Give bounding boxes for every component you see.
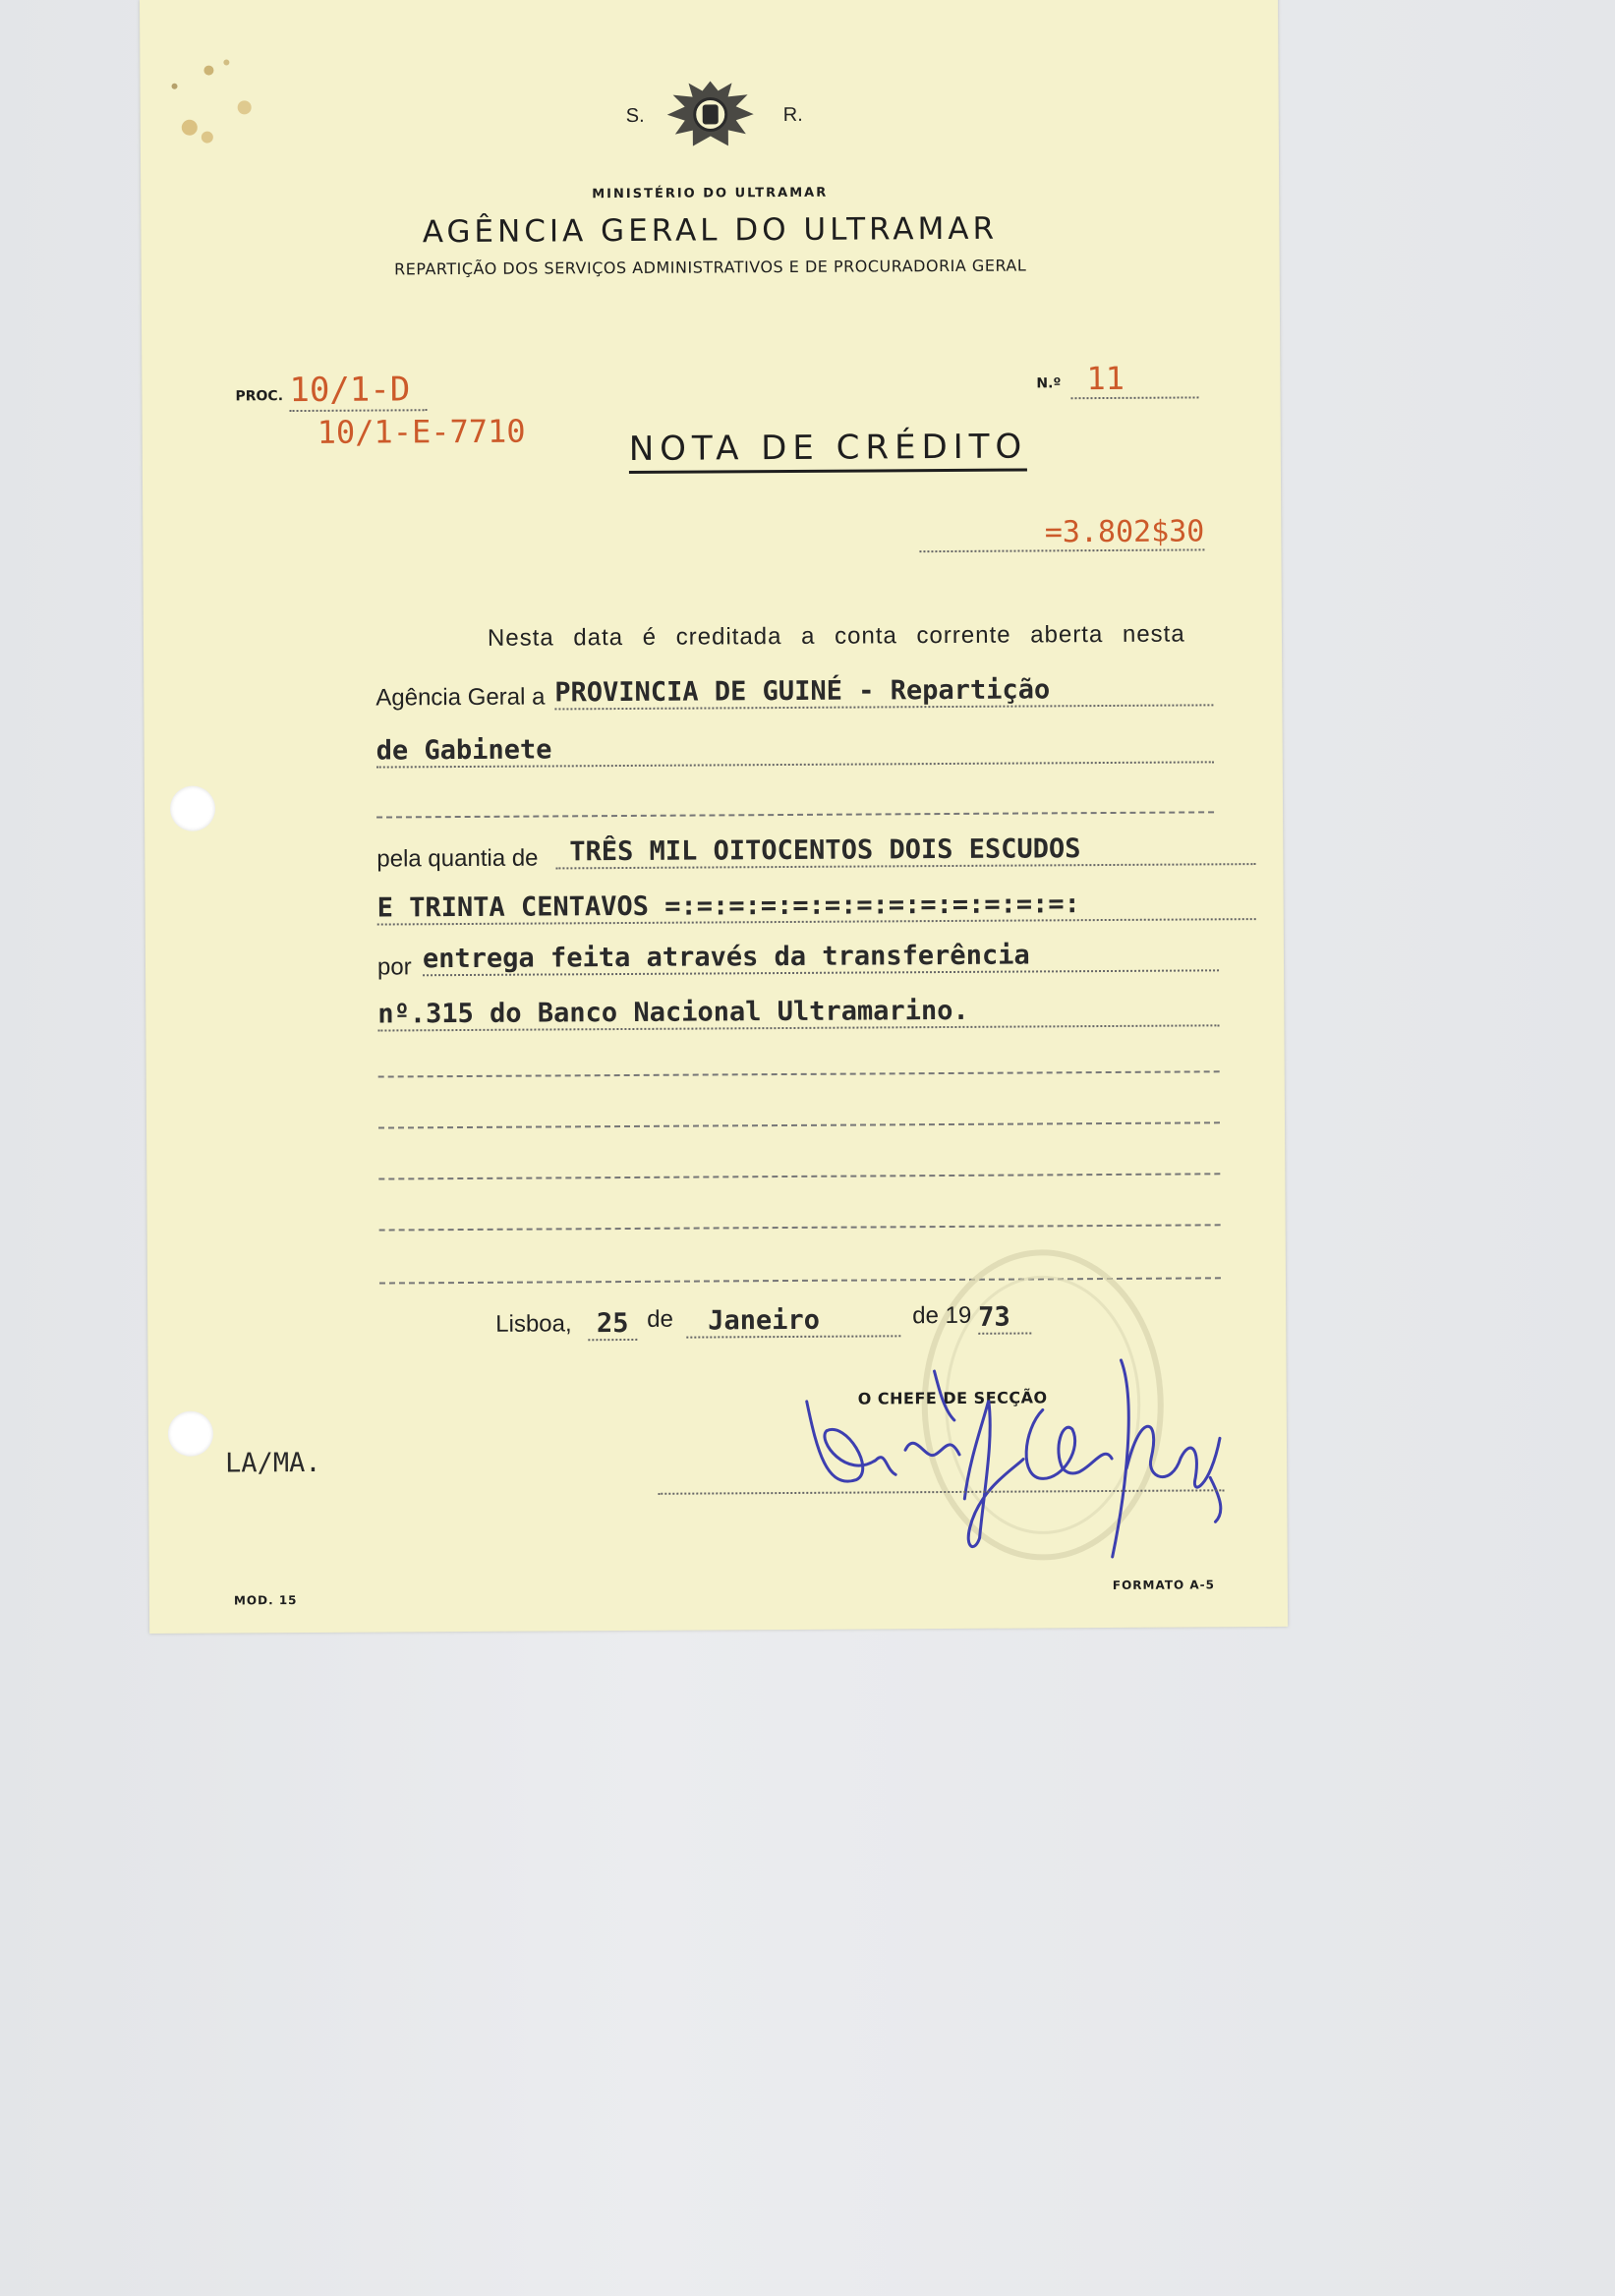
stain-marks (159, 38, 278, 167)
punch-hole-upper (170, 786, 215, 832)
recipient-line-1: PROVINCIA DE GUINÉ - Repartição (554, 673, 1213, 710)
date-place: Lisboa, (495, 1310, 572, 1338)
number-label: N.º (1036, 375, 1062, 392)
document-title: NOTA DE CRÉDITO (629, 427, 1028, 473)
reason-line-1: entrega feita através da transferência (423, 939, 1219, 976)
handwritten-signature (786, 1340, 1240, 1569)
credit-note-document (140, 0, 1288, 1634)
intro-text: Nesta data é creditada a conta corrente aberta nesta (487, 620, 1185, 652)
quantity-line-1: TRÊS MIL OITOCENTOS DOIS ESCUDOS (555, 832, 1255, 869)
credit-amount: =3.802$30 (919, 514, 1204, 552)
blank-line-2 (378, 1068, 1220, 1077)
proc-value-2: 10/1-E-7710 (317, 412, 526, 451)
blank-line-3 (378, 1119, 1220, 1128)
date-de-2: de 19 (912, 1301, 972, 1330)
number-value: 11 (1070, 359, 1198, 399)
blank-line-1 (376, 809, 1214, 818)
quantity-label: pela quantia de (376, 844, 539, 873)
recipient-line-2: de Gabinete (376, 730, 1214, 768)
reason-line-2: nº.315 do Banco Nacional Ultramarino. (377, 994, 1219, 1031)
date-day: 25 (588, 1308, 637, 1341)
typist-initials: LA/MA. (225, 1447, 321, 1479)
blank-line-4 (378, 1171, 1220, 1179)
quantity-line-2: E TRINTA CENTAVOS =:=:=:=:=:=:=:=:=:=:=:=:=: (377, 888, 1256, 925)
s-mark: S. (625, 104, 645, 127)
por-label: por (376, 953, 412, 981)
blank-line-5 (379, 1222, 1221, 1231)
agency-label: Agência Geral a (375, 683, 546, 712)
signature-role: O CHEFE DE SECÇÃO (857, 1388, 1048, 1408)
model-number: MOD. 15 (233, 1593, 298, 1608)
department-heading: REPARTIÇÃO DOS SERVIÇOS ADMINISTRATIVOS E DE PROCURADORIA GERAL (394, 256, 1027, 279)
proc-label: PROC. (235, 388, 284, 405)
date-month: Janeiro (686, 1304, 900, 1338)
coat-of-arms-icon (663, 77, 757, 156)
ministry-heading: MINISTÉRIO DO ULTRAMAR (592, 185, 829, 202)
proc-value-1: 10/1-D (289, 370, 427, 412)
r-mark: R. (782, 103, 803, 127)
date-de-1: de (647, 1305, 673, 1333)
punch-hole-lower (168, 1411, 213, 1457)
agency-heading: AGÊNCIA GERAL DO ULTRAMAR (422, 210, 999, 251)
paper-format: FORMATO A-5 (1112, 1578, 1216, 1592)
date-year: 73 (978, 1301, 1031, 1334)
